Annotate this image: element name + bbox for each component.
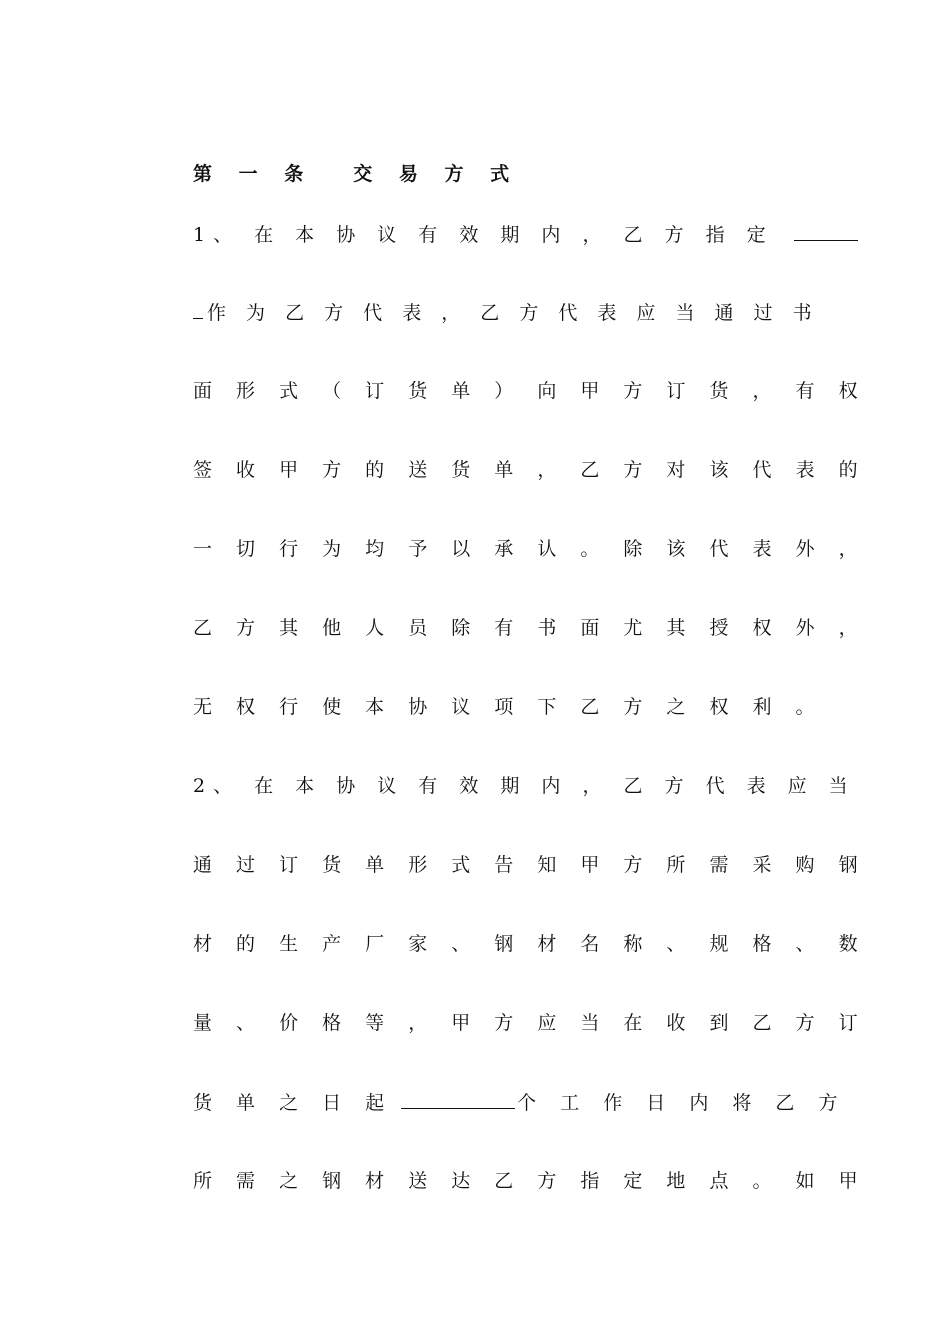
fill-blank-working-days[interactable] xyxy=(401,1088,515,1109)
text-line-3 xyxy=(193,377,867,405)
text-line-4 xyxy=(193,456,867,484)
line-12-text-start: 货 单 之 日 起 xyxy=(193,1092,394,1114)
text-line-12 xyxy=(193,1088,846,1117)
text-line-6 xyxy=(193,614,867,642)
line-9-text: 通 过 订 货 单 形 式 告 知 甲 方 所 需 采 购 钢 xyxy=(193,854,867,876)
article-title: 交 易 方 式 xyxy=(353,163,520,185)
line-3-text: 面 形 式 （ 订 货 单 ） 向 甲 方 订 货 ， 有 权 xyxy=(193,380,867,402)
line-7-text: 无 权 行 使 本 协 议 项 下 乙 方 之 权 利 。 xyxy=(193,696,824,718)
text-line-1 xyxy=(193,220,858,249)
line-13-text: 所 需 之 钢 材 送 达 乙 方 指 定 地 点 。 如 甲 xyxy=(193,1170,867,1192)
text-line-9 xyxy=(193,851,867,879)
fill-blank-representative-cont[interactable] xyxy=(193,298,203,319)
text-line-7 xyxy=(193,693,824,721)
line-2-text: 作 为 乙 方 代 表 ， 乙 方 代 表 应 当 通 过 书 xyxy=(207,302,819,324)
text-line-8 xyxy=(193,772,856,800)
line-12-text-end: 个 工 作 日 内 将 乙 方 xyxy=(517,1092,847,1114)
text-line-2 xyxy=(193,298,819,327)
line-10-text: 材 的 生 产 厂 家 、 钢 材 名 称 、 规 格 、 数 xyxy=(193,933,867,955)
article-number: 第 一 条 xyxy=(193,163,314,185)
line-6-text: 乙 方 其 他 人 员 除 有 书 面 尤 其 授 权 外 ， xyxy=(193,617,867,639)
line-5-text: 一 切 行 为 均 予 以 承 认 。 除 该 代 表 外 ， xyxy=(193,538,867,560)
line-4-text: 签 收 甲 方 的 送 货 单 ， 乙 方 对 该 代 表 的 xyxy=(193,459,867,481)
text-line-13 xyxy=(193,1167,867,1195)
text-line-11 xyxy=(193,1009,867,1037)
line-8-text: 2、 在 本 协 议 有 效 期 内 ， 乙 方 代 表 应 当 xyxy=(193,775,856,797)
line-1-text: 1、 在 本 协 议 有 效 期 内 ， 乙 方 指 定 xyxy=(193,224,774,246)
fill-blank-representative[interactable] xyxy=(794,220,858,241)
line-11-text: 量 、 价 格 等 ， 甲 方 应 当 在 收 到 乙 方 订 xyxy=(193,1012,867,1034)
text-line-5 xyxy=(193,535,867,563)
article-heading xyxy=(193,160,519,188)
text-line-10 xyxy=(193,930,867,958)
